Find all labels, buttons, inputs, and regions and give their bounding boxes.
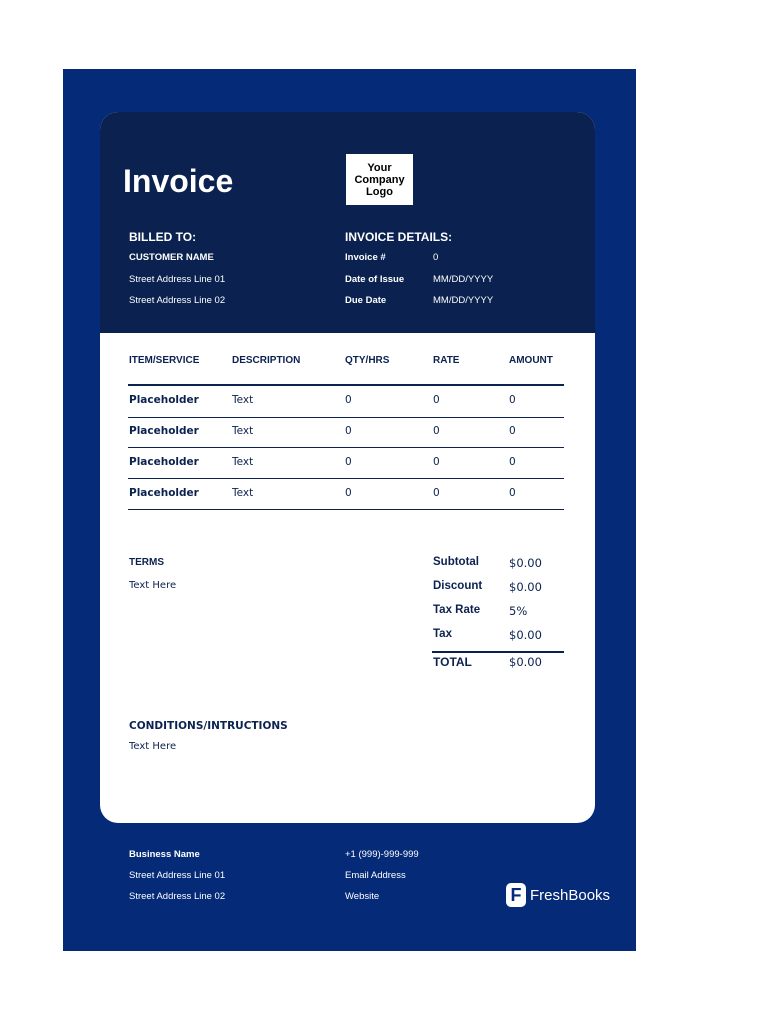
table-cell-amount: 0	[509, 456, 516, 468]
footer-address-line-1: Street Address Line 01	[129, 870, 226, 881]
due-date-label: Due Date	[345, 295, 387, 306]
tax-rate-label: Tax Rate	[433, 604, 481, 616]
discount-label: Discount	[433, 580, 483, 592]
customer-name: CUSTOMER NAME	[129, 252, 214, 263]
freshbooks-logo	[506, 883, 610, 907]
date-of-issue-value: MM/DD/YYYY	[433, 274, 494, 285]
invoice-number-label: Invoice #	[345, 252, 386, 263]
table-cell-amount: 0	[509, 394, 516, 406]
table-cell-rate: 0	[433, 425, 440, 437]
billed-address-line-2: Street Address Line 02	[129, 295, 226, 306]
company-logo-placeholder: Your Company Logo	[346, 154, 413, 205]
footer-email: Email Address	[345, 870, 406, 881]
terms-heading: TERMS	[129, 557, 164, 568]
table-row-rule	[128, 478, 564, 479]
total-label: TOTAL	[433, 655, 472, 669]
subtotal-label: Subtotal	[433, 556, 479, 568]
table-cell-item: Placeholder	[129, 394, 199, 406]
column-header-qty: QTY/HRS	[345, 355, 390, 366]
tax-value: $0.00	[509, 628, 542, 642]
discount-value: $0.00	[509, 580, 542, 594]
freshbooks-f-icon: F	[506, 883, 526, 907]
table-header-rule	[128, 384, 564, 386]
tax-rate-value: 5%	[509, 604, 528, 618]
invoice-details-heading: INVOICE DETAILS:	[345, 230, 453, 244]
conditions-heading: CONDITIONS/INTRUCTIONS	[129, 720, 288, 732]
table-cell-qty: 0	[345, 394, 352, 406]
column-header-rate: RATE	[433, 355, 460, 366]
footer-phone: +1 (999)-999-999	[345, 849, 419, 860]
footer-address-line-2: Street Address Line 02	[129, 891, 226, 902]
table-cell-amount: 0	[509, 425, 516, 437]
billed-to-heading: BILLED TO:	[129, 230, 197, 244]
table-cell-rate: 0	[433, 394, 440, 406]
table-row-rule	[128, 417, 564, 418]
table-cell-description: Text	[232, 394, 254, 406]
terms-text: Text Here	[129, 580, 177, 591]
table-cell-qty: 0	[345, 487, 352, 499]
table-cell-qty: 0	[345, 425, 352, 437]
footer-business-name: Business Name	[129, 849, 200, 860]
table-cell-description: Text	[232, 456, 254, 468]
subtotal-value: $0.00	[509, 556, 542, 570]
table-cell-item: Placeholder	[129, 487, 199, 499]
table-cell-item: Placeholder	[129, 456, 199, 468]
table-cell-description: Text	[232, 425, 254, 437]
invoice-header	[100, 112, 595, 333]
table-cell-rate: 0	[433, 456, 440, 468]
total-value: $0.00	[509, 655, 542, 669]
table-row-rule	[128, 509, 564, 510]
due-date-value: MM/DD/YYYY	[433, 295, 494, 306]
conditions-text: Text Here	[129, 741, 177, 752]
footer-website: Website	[345, 891, 380, 902]
billed-address-line-1: Street Address Line 01	[129, 274, 226, 285]
freshbooks-wordmark: FreshBooks	[530, 886, 611, 904]
invoice-card	[100, 112, 595, 823]
date-of-issue-label: Date of Issue	[345, 274, 405, 285]
column-header-amount: AMOUNT	[509, 355, 553, 366]
table-cell-rate: 0	[433, 487, 440, 499]
table-cell-qty: 0	[345, 456, 352, 468]
table-cell-amount: 0	[509, 487, 516, 499]
column-header-item: ITEM/SERVICE	[129, 355, 200, 366]
tax-label: Tax	[433, 628, 452, 640]
table-cell-item: Placeholder	[129, 425, 199, 437]
table-row-rule	[128, 447, 564, 448]
total-rule	[432, 651, 564, 653]
table-cell-description: Text	[232, 487, 254, 499]
invoice-number-value: 0	[433, 252, 439, 263]
column-header-description: DESCRIPTION	[232, 355, 301, 366]
invoice-title: Invoice	[123, 163, 234, 199]
